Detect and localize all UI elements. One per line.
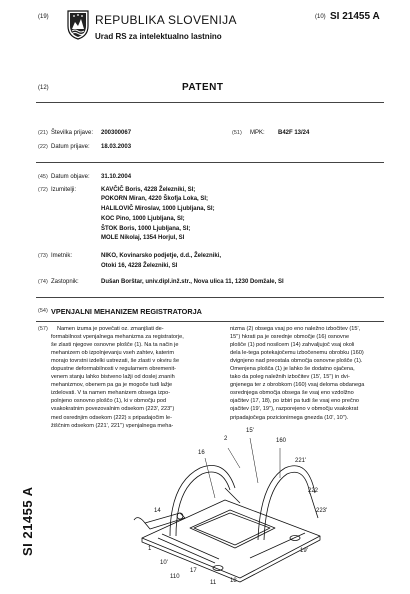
inventor-entry: POKORN Miran, 4220 Škofja Loka, SI; [101, 196, 209, 203]
pivot [177, 513, 183, 519]
figure-label: 16 [198, 450, 205, 456]
abstract-line: še zlasti njegove osnovne plošče (1). Na ta način je [51, 342, 179, 349]
figure-label: 18 [230, 578, 237, 584]
inventors-list [101, 187, 215, 246]
agent: Dušan Borštar, univ.dipl.inž.str., Nova ulica 11, 1230 Domžale, SI [101, 278, 284, 285]
figure-label: 15' [246, 428, 254, 434]
inid-code-21: (21) [38, 130, 48, 136]
office-name: Urad RS za intelektualno lastnino [95, 32, 222, 41]
abstract-line: vsakokratnim povezovalnim odsekom (223', 223'') [51, 406, 175, 413]
inid-code-54: (54) [38, 308, 48, 314]
inid-code-10: (10) [315, 14, 326, 20]
figure-label: 17 [190, 568, 197, 574]
figure-label: 1 [148, 546, 152, 552]
hole [290, 536, 300, 541]
figure-label: 14 [154, 508, 161, 514]
central-area [190, 510, 275, 548]
ring-left [170, 466, 235, 537]
abstract-line: 15'') hkrati pa je osrednje območje (16) osnovne [230, 334, 350, 341]
inid-code-73: (73) [38, 253, 48, 259]
coat-of-arms-emblem [67, 10, 89, 40]
inventor-entry: HALILOVIČ Miroslav, 1000 Ljubljana, SI; [101, 206, 215, 213]
abstract-line: polnjeno osnovno ploščo (1), ki v območju pod [51, 398, 167, 405]
abstract-line: venem stanju lahko bistveno lažji od doslej znanih [51, 374, 175, 381]
publication-date-label: Datum objave: [51, 174, 90, 180]
rib [162, 534, 219, 559]
owner-label: Imetnik: [51, 253, 73, 259]
figure-label: 223' [316, 508, 328, 514]
abstract-line: tako da poleg naležnih izbočitev (15', 15'') in dvi- [230, 374, 350, 381]
abstract-right-column [230, 325, 388, 422]
abstract-line: dela le-tega potekajočemu izbočenemu obrobku (160) [230, 350, 364, 357]
filing-date: 18.03.2003 [101, 143, 132, 150]
divider [36, 162, 384, 163]
divider [36, 321, 384, 322]
mechanism-drawing [130, 428, 330, 588]
abstract-line: mehanizem ob izpolnjevanju vseh zahtev, katerim [51, 350, 175, 357]
abstract-line: ojačitev (19', 19''), razporejeno v območju vsakokrat [230, 406, 359, 413]
inid-code-45: (45) [38, 174, 48, 180]
agent-label: Zastopnik: [51, 279, 79, 285]
figure-label: 222 [308, 488, 319, 494]
document-number: SI 21455 A [330, 11, 380, 22]
abstract-line: izdelovati. V ta namen mehanizem obsega izpo- [51, 390, 171, 397]
inventor-entry: KOC Pino, 1000 Ljubljana, SI; [101, 215, 185, 222]
leader-lines [205, 438, 280, 498]
abstract-line: Namen izuma je povečati oz. zmanjšati de- [57, 326, 164, 332]
abstract-line: morajo tovrstni izdelki ustrezati, še zlasti v okviru še [51, 358, 180, 365]
inid-code-12: (12) [38, 85, 49, 91]
inid-code-57: (57) [38, 326, 48, 332]
abstract-line: dopustne deformabilnosti v regularnem obremenit- [51, 366, 176, 373]
document-type: PATENT [182, 82, 224, 93]
lever-handle [134, 518, 145, 523]
abstract-line: Omenjena plošča (1) je lahko še dodatno ojačena, [230, 366, 355, 373]
abstract-line: formabilnost vpenjalnega mehanizma za registratorje, [51, 334, 184, 341]
inid-code-74: (74) [38, 279, 48, 285]
abstract-line: žiščnim odsekom (221', 221'') vpenjalnega meha- [51, 422, 174, 429]
abstract-line: osrednjega območja obsega še vsaj eno vzdolžno [230, 390, 354, 397]
inventor-entry: KAVČIČ Boris, 4228 Železniki, SI; [101, 186, 196, 193]
inid-code-19: (19) [38, 14, 49, 20]
abstract-line: mehanizmov, obenem pa ga je mogoče tudi lažje [51, 382, 173, 389]
figure-label: 11 [210, 580, 217, 586]
abstract-line: ojačitev (17, 18), po izbiri pa tudi še vsaj eno prečno [230, 398, 360, 405]
side-document-number: SI 21455 A [20, 486, 35, 556]
inventor-entry: ŠTOK Boris, 1000 Ljubljana, SI; [101, 225, 191, 232]
inid-code-51: (51) [232, 130, 242, 136]
owner-line: NIKO, Kovinarsko podjetje, d.d., Železniki, [101, 252, 222, 259]
abstract-line: nizma (2) obsega vsaj po eno naležno izbočitev (15', [230, 326, 361, 332]
abstract-line: dvignjeno nad preostala območja osnovne plošče (1). [230, 358, 363, 365]
abstract-line: plošče (1) pod nosilcem (14) zahvaljujoč vsaj okoli [230, 342, 355, 349]
application-number-label: Številka prijave: [51, 130, 94, 136]
country-name: REPUBLIKA SLOVENIJA [95, 13, 237, 27]
figure-label: 110 [170, 574, 180, 580]
divider [36, 297, 384, 298]
figure-label: 221' [295, 458, 307, 464]
ipc-label: MPK: [250, 130, 265, 136]
figure-label: 2 [224, 436, 228, 442]
abstract-line: gnjenega ter z obrobkom (160) vsaj deloma obdanega [230, 382, 365, 389]
invention-title: VPENJALNI MEHANIZEM REGISTRATORJA [51, 306, 202, 316]
abstract-line: pripadajočega pozicionirnega gnezda (10', 10''). [230, 414, 349, 421]
base-plate [142, 500, 320, 578]
figure-label: 19' [300, 548, 308, 554]
application-number: 200300067 [101, 129, 132, 136]
inid-code-22: (22) [38, 144, 48, 150]
abstract-left-column [51, 325, 219, 430]
inventor-entry: MOLE Nikolaj, 1354 Horjul, SI [101, 235, 185, 242]
inid-code-72: (72) [38, 187, 48, 193]
ring-right [258, 466, 315, 540]
figure-label: 10' [160, 560, 168, 566]
filing-date-label: Datum prijave: [51, 144, 90, 150]
ipc-classification: B42F 13/24 [278, 129, 310, 136]
abstract-line: med osrednjim odsekom (222) s pripadajočim le- [51, 414, 172, 421]
inventors-label: Izumitelji: [51, 187, 77, 193]
divider [36, 102, 384, 103]
figure-label: 160 [276, 438, 287, 444]
publication-date: 31.10.2004 [101, 173, 132, 180]
owner-line: Otoki 16, 4228 Železniki, SI [101, 262, 178, 269]
